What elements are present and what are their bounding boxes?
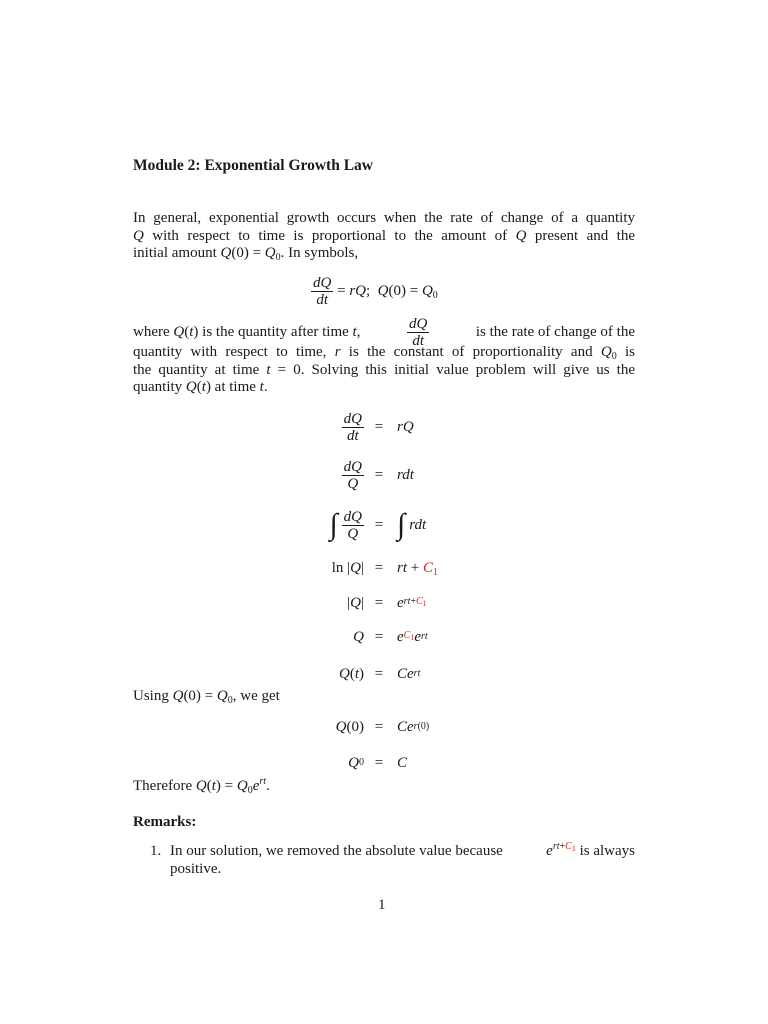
where-paragraph-rest [133, 344, 635, 397]
derivation-step-5: | Q | = e $rt+C_1$ [347, 594, 427, 611]
where-line-2: quantity with respect to time, r is the constant of proportionality and $Q_0$ is [133, 344, 635, 362]
remark-1-line-2: positive. [170, 861, 222, 877]
display-equation-ivp: $\frac{dQ}{dt}$ = rQ; $Q(0) = Q_0$ [313, 274, 438, 308]
intro-line-2: Q with respect to time is proportional to the amount of Q present and the [133, 227, 635, 244]
derivation-step-8: Q (0) = Ce r(0) [335, 718, 430, 735]
fraction-dq-dt: $\frac{dQ}{dt}$ [313, 274, 332, 308]
derivation-step-7: Q ( t ) = Ce rt [338, 665, 421, 682]
where-line-3: the quantity at time t = 0. Solving this initial value problem will give us the [133, 361, 635, 378]
page-number: 1 [378, 897, 386, 913]
remark-1-line-1: In our solution, we removed the absolute value because $e^{rt+C_1}$ is always [170, 841, 635, 859]
derivation-step-9: Q 0 = C [348, 754, 408, 771]
where-line-4: quantity Q(t) at time t. [133, 379, 268, 395]
intro-paragraph [133, 210, 635, 263]
intro-line-1: In general, exponential growth occurs when the rate of change of a quantity [133, 210, 635, 226]
derivation-step-2: $\frac{dQ}{Q}$ = rdt [343, 458, 414, 492]
therefore-line: Therefore $Q(t) = Q_0e^{rt}$. [133, 776, 270, 796]
derivation-step-4: ln | Q | = rt + $C_1$ [331, 559, 438, 578]
fraction-dq-dt-inline: $\frac{dQ}{dt}$ [409, 315, 428, 349]
derivation-step-6: Q = e $C_1$ e rt [353, 628, 428, 645]
using-line: Using $Q(0) = Q_0$, we get [133, 688, 280, 706]
where-line-1: where Q(t) is the quantity after time t, $\frac{dQ}{dt}$ is the rate of change of the [133, 315, 635, 349]
integral-sign: ∫ [329, 508, 338, 541]
derivation-step-3: ∫ $\frac{dQ}{Q}$ = ∫ rdt [329, 508, 427, 542]
derivation-step-1: $\frac{dQ}{dt}$ = rQ [343, 410, 414, 444]
page-title: Module 2: Exponential Growth Law [133, 157, 373, 174]
integral-sign: ∫ [397, 508, 406, 541]
remark-1-number: 1. [150, 843, 162, 859]
intro-line-3: initial amount $Q(0) = Q_0$. In symbols, [133, 245, 359, 263]
remarks-heading: Remarks: [133, 814, 197, 830]
